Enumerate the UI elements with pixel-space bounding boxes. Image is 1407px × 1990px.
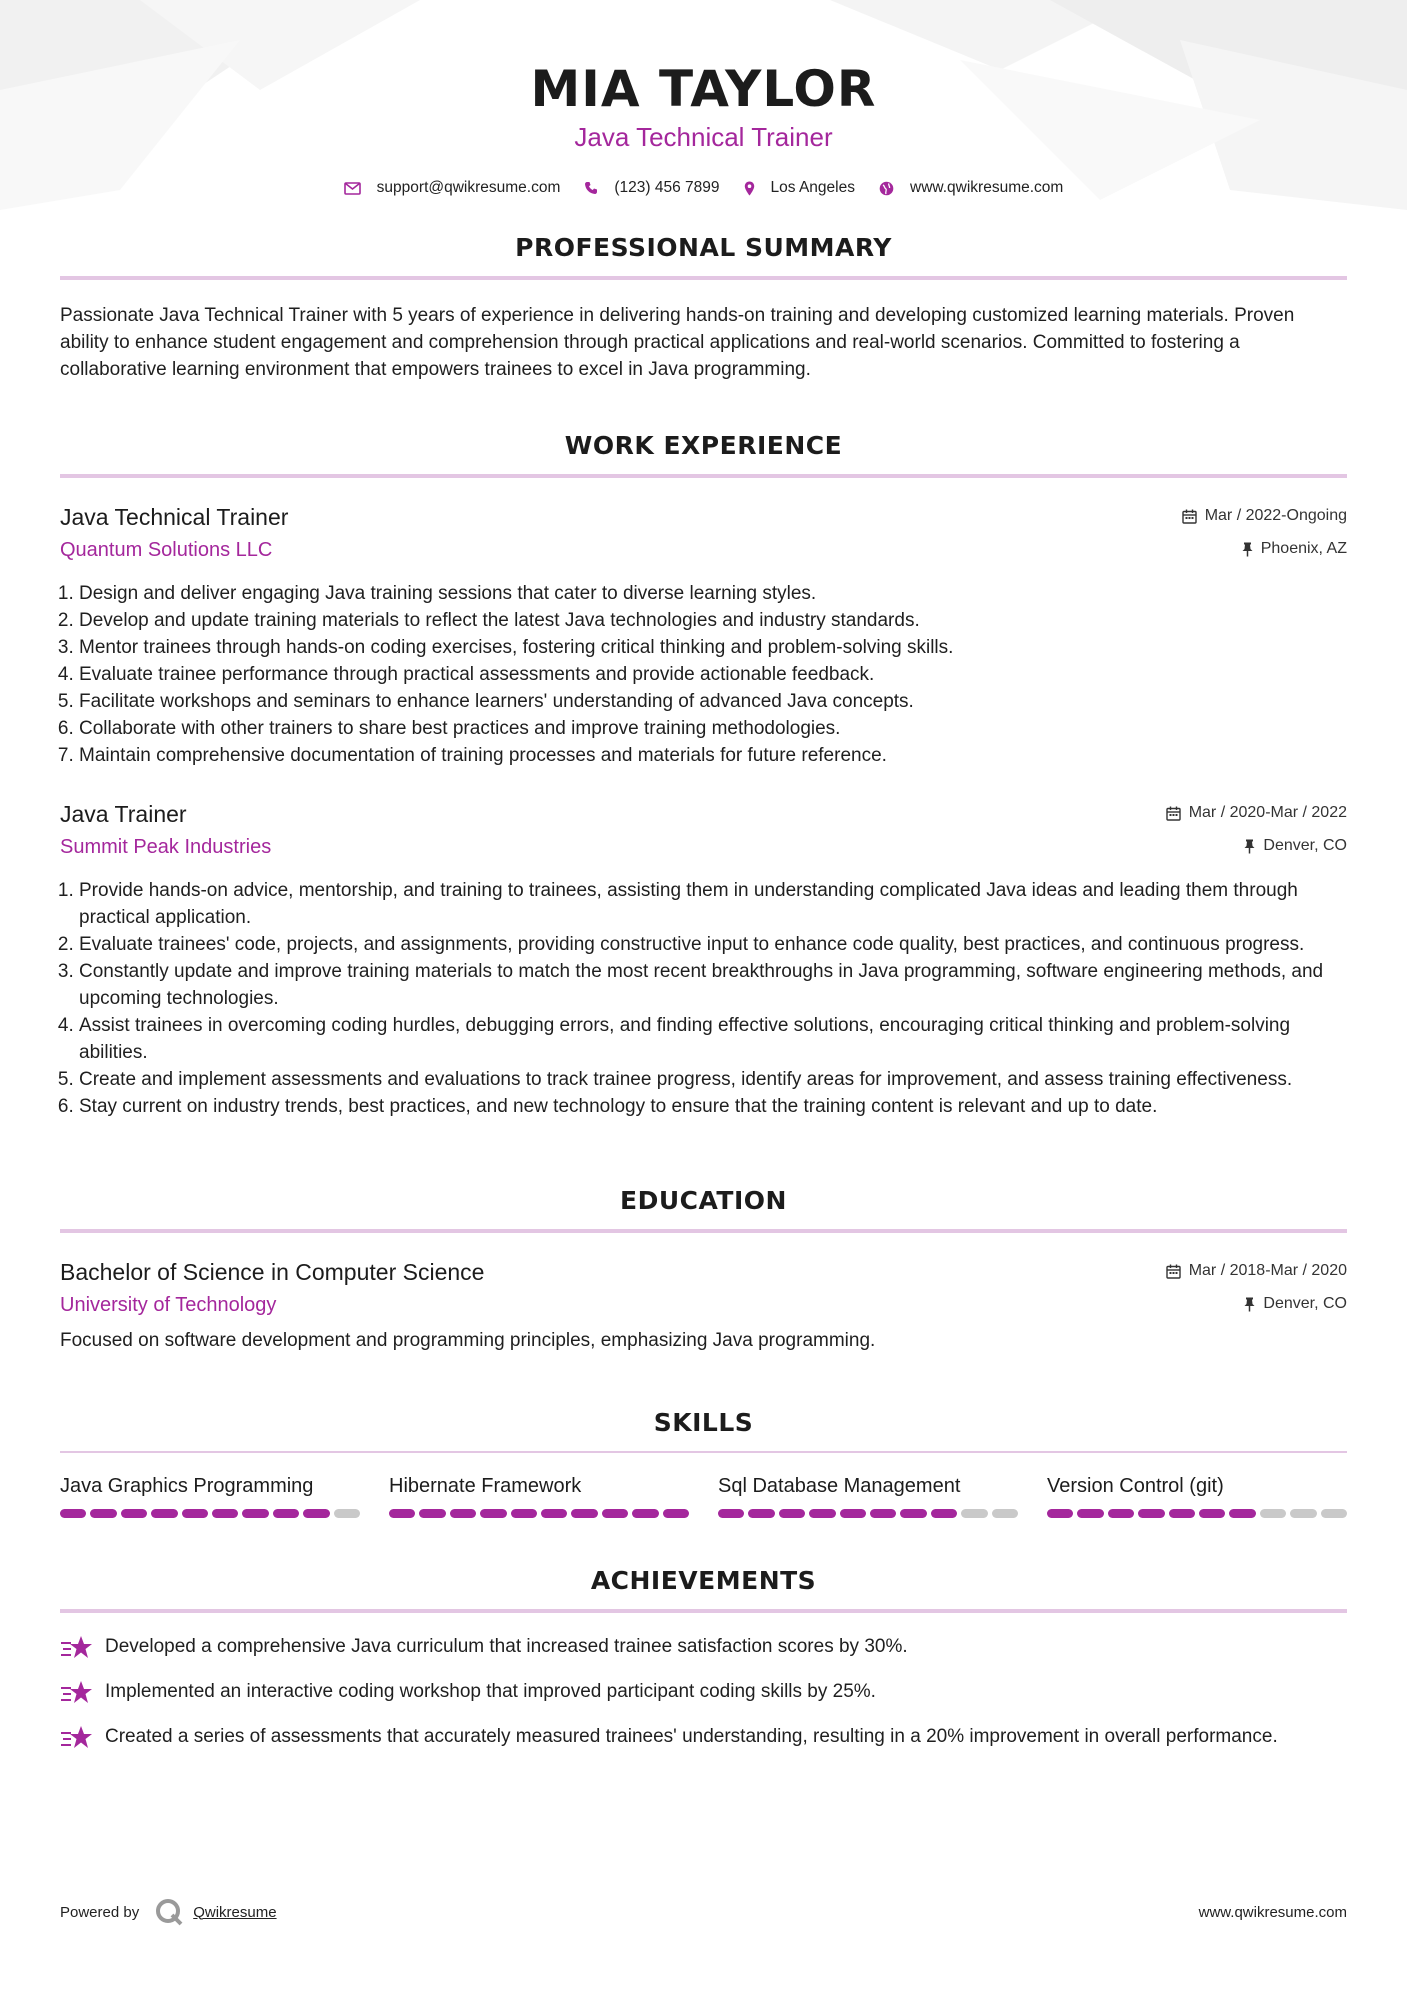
rating-segment-filled: [571, 1509, 597, 1518]
list-item: 2. Develop and update training materials to reflect the latest Java technologies and industry standards.: [79, 607, 1347, 634]
rating-segment-empty: [1260, 1509, 1286, 1518]
job-dates: Mar / 2022-Ongoing: [1204, 507, 1347, 524]
skill-rating: [60, 1509, 360, 1518]
achievements-list: [60, 1633, 1347, 1751]
skills-section: [60, 1408, 1347, 1518]
list-item: 7. Maintain comprehensive documentation of training processes and materials for future reference.: [79, 742, 1347, 769]
rating-segment-filled: [450, 1509, 476, 1518]
education-divider: [60, 1229, 1347, 1233]
rating-segment-filled: [480, 1509, 506, 1518]
rating-segment-filled: [840, 1509, 866, 1518]
rating-segment-filled: [90, 1509, 116, 1518]
resume-header: [60, 0, 1347, 197]
envelope-icon: [344, 182, 361, 195]
summary-text: Passionate Java Technical Trainer with 5 years of experience in delivering hands-on training and developing customized learning materials. Proven ability to enhance student engagement and comprehension through practical applications and real-world scenarios. Committed to fostering a collaborative learning environment that empowers trainees to excel in Java programming.: [60, 305, 1295, 380]
job-location: Phoenix, AZ: [1260, 540, 1347, 557]
job-duties-list: [60, 580, 1347, 769]
list-item: 2. Evaluate trainees' code, projects, and assignments, providing constructive input to enhance code quality, best practices, and continuous progress.: [79, 931, 1347, 958]
skill-item: [1047, 1475, 1347, 1518]
rating-segment-filled: [419, 1509, 445, 1518]
job-company: Quantum Solutions LLC: [60, 539, 273, 561]
calendar-icon: [1166, 1264, 1181, 1279]
contact-phone-text: (123) 456 7899: [614, 179, 720, 196]
contact-location: [744, 179, 855, 197]
achievement-text: Implemented an interactive coding workshop that improved participant coding skills by 25%.: [105, 1681, 876, 1702]
achievements-heading: ACHIEVEMENTS: [590, 1566, 817, 1595]
rating-segment-empty: [1290, 1509, 1316, 1518]
experience-divider: [60, 474, 1347, 478]
education-section: [60, 1186, 1347, 1354]
list-item: [60, 1678, 1347, 1706]
job-title: Java Technical Trainer: [60, 504, 289, 530]
rating-segment-empty: [334, 1509, 360, 1518]
job-title: Java Trainer: [60, 801, 187, 827]
rating-segment-filled: [121, 1509, 147, 1518]
rating-segment-filled: [1199, 1509, 1225, 1518]
list-item: 6. Collaborate with other trainers to share best practices and improve training methodologies.: [79, 715, 1347, 742]
thumbtack-icon: [1242, 542, 1253, 557]
skills-grid: [60, 1475, 1347, 1518]
list-item: 5. Facilitate workshops and seminars to enhance learners' understanding of advanced Java concepts.: [79, 688, 1347, 715]
globe-icon: [879, 181, 894, 196]
list-item: 3. Constantly update and improve training materials to match the most recent breakthroughs in Java programming, software engineering methods, and upcoming technologies.: [79, 958, 1347, 1012]
rating-segment-filled: [541, 1509, 567, 1518]
skill-rating: [1047, 1509, 1347, 1518]
job-location: Denver, CO: [1263, 837, 1347, 854]
rating-segment-filled: [602, 1509, 628, 1518]
shooting-star-icon: [60, 1680, 93, 1706]
summary-heading: PROFESSIONAL SUMMARY: [515, 233, 892, 262]
education-heading: EDUCATION: [620, 1186, 787, 1215]
skill-rating: [389, 1509, 689, 1518]
rating-segment-filled: [718, 1509, 744, 1518]
list-item: 5. Create and implement assessments and evaluations to track trainee progress, identify areas for improvement, and assess training effectiveness.: [79, 1066, 1347, 1093]
education-description: Focused on software development and programming principles, emphasizing Java programming.: [60, 1330, 876, 1351]
rating-segment-filled: [389, 1509, 415, 1518]
rating-segment-filled: [663, 1509, 689, 1518]
contact-bar: [60, 179, 1347, 197]
skill-name: Version Control (git): [1047, 1475, 1224, 1497]
shooting-star-icon: [60, 1725, 93, 1751]
education-dates: Mar / 2018-Mar / 2020: [1188, 1262, 1347, 1279]
contact-phone[interactable]: [584, 179, 719, 197]
rating-segment-filled: [1047, 1509, 1073, 1518]
qwikresume-link[interactable]: Qwikresume: [193, 1903, 277, 1921]
rating-segment-filled: [870, 1509, 896, 1518]
list-item: [60, 1633, 1347, 1661]
contact-email[interactable]: [344, 179, 561, 197]
rating-segment-filled: [182, 1509, 208, 1518]
skills-divider: [60, 1451, 1347, 1453]
qwikresume-logo-icon: [155, 1898, 183, 1926]
education-entry: [60, 1259, 1347, 1354]
skills-heading: SKILLS: [653, 1408, 754, 1437]
rating-segment-filled: [1229, 1509, 1255, 1518]
education-school: University of Technology: [60, 1294, 277, 1316]
experience-heading: WORK EXPERIENCE: [564, 431, 843, 460]
rating-segment-filled: [809, 1509, 835, 1518]
powered-label: Powered by: [60, 1903, 140, 1921]
rating-segment-filled: [511, 1509, 537, 1518]
achievement-text: Developed a comprehensive Java curriculum that increased trainee satisfaction scores by 30%.: [105, 1636, 908, 1657]
rating-segment-filled: [151, 1509, 177, 1518]
skill-name: Java Graphics Programming: [60, 1475, 314, 1497]
rating-segment-filled: [1077, 1509, 1103, 1518]
list-item: 3. Mentor trainees through hands-on coding exercises, fostering critical thinking and problem-solving skills.: [79, 634, 1347, 661]
education-location: Denver, CO: [1263, 1295, 1347, 1312]
rating-segment-filled: [212, 1509, 238, 1518]
thumbtack-icon: [1244, 839, 1255, 854]
rating-segment-filled: [1138, 1509, 1164, 1518]
list-item: 4. Evaluate trainee performance through practical assessments and provide actionable feedback.: [79, 661, 1347, 688]
rating-segment-filled: [60, 1509, 86, 1518]
list-item: 6. Stay current on industry trends, best practices, and new technology to ensure that the training content is relevant and up to date.: [79, 1093, 1347, 1120]
achievements-divider: [60, 1609, 1347, 1613]
list-item: 4. Assist trainees in overcoming coding hurdles, debugging errors, and finding effective solutions, encouraging critical thinking and problem-solving abilities.: [79, 1012, 1347, 1066]
job-entry: [60, 504, 1347, 769]
skill-name: Sql Database Management: [718, 1475, 961, 1497]
rating-segment-empty: [1321, 1509, 1347, 1518]
phone-icon: [584, 181, 598, 195]
rating-segment-filled: [900, 1509, 926, 1518]
job-duties-list: [60, 877, 1347, 1120]
job-dates: Mar / 2020-Mar / 2022: [1188, 804, 1347, 821]
candidate-name: MIA TAYLOR: [530, 60, 877, 118]
summary-section: [60, 233, 1347, 383]
thumbtack-icon: [1244, 1297, 1255, 1312]
rating-segment-filled: [242, 1509, 268, 1518]
candidate-title: Java Technical Trainer: [574, 122, 833, 152]
contact-location-text: Los Angeles: [770, 179, 855, 196]
footer-website[interactable]: www.qwikresume.com: [1198, 1903, 1347, 1921]
rating-segment-filled: [632, 1509, 658, 1518]
skill-rating: [718, 1509, 1018, 1518]
rating-segment-filled: [273, 1509, 299, 1518]
skill-item: [60, 1475, 360, 1518]
rating-segment-filled: [748, 1509, 774, 1518]
experience-section: [60, 431, 1347, 1120]
list-item: [60, 1723, 1347, 1751]
job-company: Summit Peak Industries: [60, 836, 272, 858]
contact-email-text: support@qwikresume.com: [376, 179, 561, 196]
rating-segment-filled: [931, 1509, 957, 1518]
rating-segment-filled: [303, 1509, 329, 1518]
list-item: 1. Provide hands-on advice, mentorship, and training to trainees, assisting them in understanding complicated Java ideas and leading them through practical application.: [79, 877, 1347, 931]
contact-website-text: www.qwikresume.com: [910, 179, 1064, 196]
page-footer: [60, 1898, 1347, 1926]
rating-segment-filled: [779, 1509, 805, 1518]
rating-segment-filled: [1169, 1509, 1195, 1518]
list-item: 1. Design and deliver engaging Java training sessions that cater to diverse learning styles.: [79, 580, 1347, 607]
achievement-text: Created a series of assessments that accurately measured trainees' understanding, resulting in a 20% improvement in overall performance.: [105, 1726, 1278, 1747]
map-pin-icon: [744, 181, 755, 196]
contact-website[interactable]: [879, 179, 1063, 197]
shooting-star-icon: [60, 1635, 93, 1661]
summary-divider: [60, 276, 1347, 280]
calendar-icon: [1166, 806, 1181, 821]
education-degree: Bachelor of Science in Computer Science: [60, 1259, 485, 1285]
powered-by: [60, 1898, 277, 1926]
rating-segment-filled: [1108, 1509, 1134, 1518]
rating-segment-empty: [961, 1509, 987, 1518]
skill-name: Hibernate Framework: [389, 1475, 582, 1497]
achievements-section: [60, 1566, 1347, 1751]
calendar-icon: [1182, 509, 1197, 524]
job-entry: [60, 801, 1347, 1120]
skill-item: [718, 1475, 1018, 1518]
skill-item: [389, 1475, 689, 1518]
rating-segment-empty: [992, 1509, 1018, 1518]
